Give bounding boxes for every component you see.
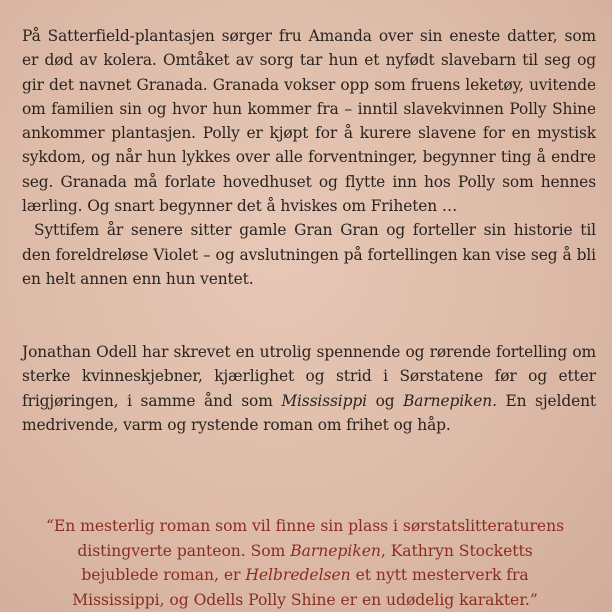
quote-line-2 (22, 539, 588, 564)
author-description-text-3: En sjeldent medrivende, varm og rystende roman om frihet og håp. (22, 391, 596, 434)
quote-line-3-end: et nytt mesterverk fra (350, 566, 529, 585)
quote-line-2-end: , Kathryn Stocketts (380, 541, 533, 560)
quote-title-helbredelsen: Helbredelsen (245, 566, 351, 585)
author-description-text-2: og (366, 391, 404, 410)
book-title-barnepiken: Barnepiken. (403, 391, 497, 410)
synopsis-paragraph-2: Syttifem år senere sitter gamle Gran Gran og forteller sin historie til den foreldreløse Violet – og avslutningen på fortellingen kan vise seg å bli en helt annen enn hun ventet. (22, 221, 596, 288)
author-description-paragraph (22, 340, 596, 437)
author-description (22, 340, 596, 437)
quote-line-3 (22, 563, 588, 588)
quote-line-2-start: distingverte panteon. Som (77, 541, 291, 560)
quote-title-barnepiken: Barnepiken (290, 541, 381, 560)
quote-line-3-start: bejublede roman, er (81, 566, 246, 585)
author-description-text-1: Jonathan Odell har skrevet en utrolig spennende og rørende fortelling om sterke kvinneskjebner, kjærlighet og strid i Sørstatene før og etter frigjøringen, i samme ånd som (22, 343, 596, 410)
quote-line-1: “En mesterlig roman som vil finne sin plass i sørstatslitteraturens (45, 517, 565, 535)
review-quote (22, 514, 588, 612)
book-title-mississippi: Mississippi (281, 391, 367, 410)
synopsis (22, 24, 596, 291)
synopsis-paragraph-1: På Satterfield-plantasjen sørger fru Amanda over sin eneste datter, som er død av kolera. Omtåket av sorg tar hun et nyfødt slavebarn til seg og gir det navnet Granada. Granada vokser opp som fruens leketøy, uvitende om familien sin og hvor hun kommer fra – inntil slavekvinnen Polly Shine ankommer plantasjen. Polly er kjøpt for å kurere slavene for en mystisk sykdom, og når hun lykkes over alle forventninger, begynner ting å endre seg. Granada må forlate hovedhuset og flytte inn hos Polly som hennes lærling. Og snart begynner det å hviskes om Friheten … (22, 27, 596, 216)
quote-line-4: Mississippi, og Odells Polly Shine er en udødelig karakter.” (72, 590, 538, 609)
